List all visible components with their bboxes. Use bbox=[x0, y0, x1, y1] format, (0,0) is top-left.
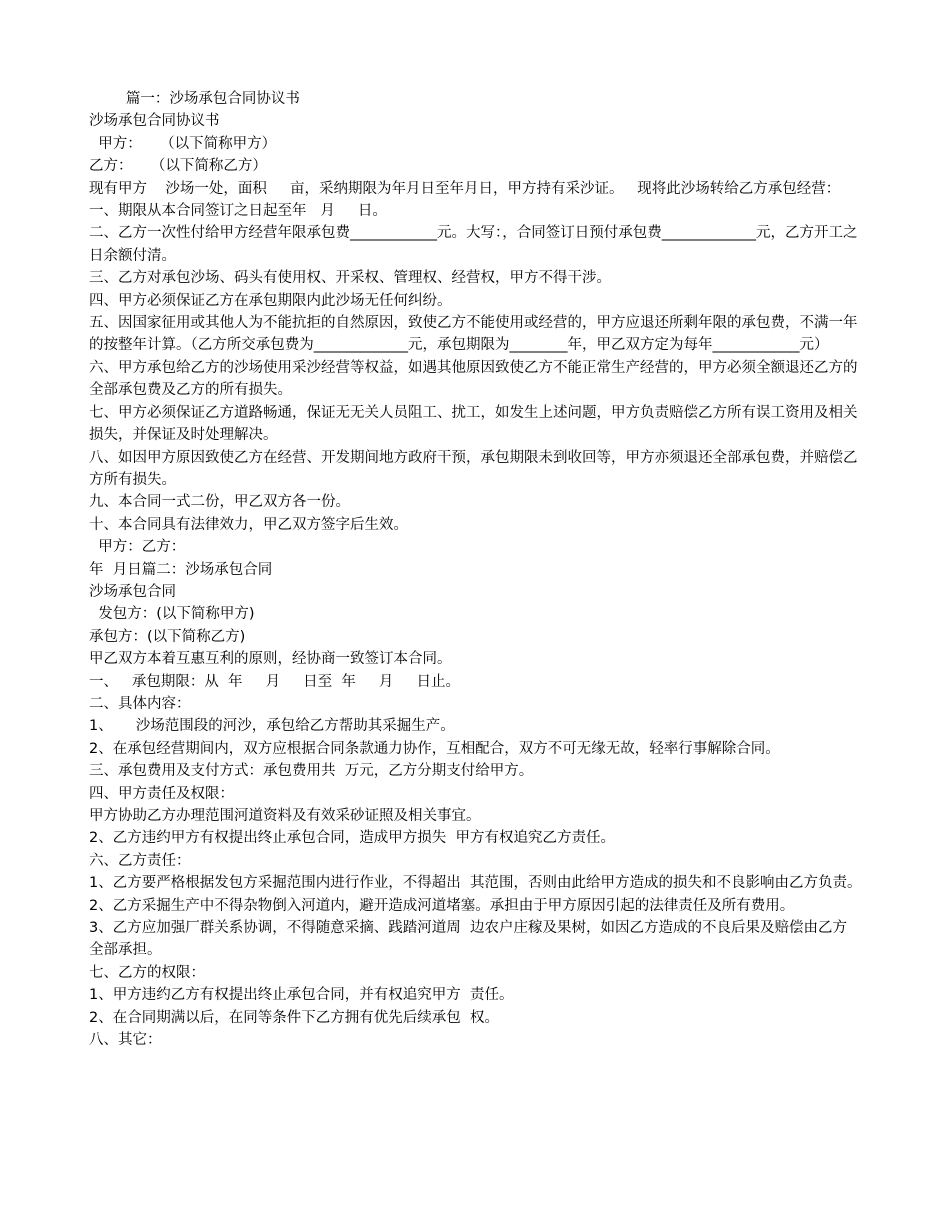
other-heading: 八、其它： bbox=[89, 1032, 162, 1049]
clause-3: 三、乙方对承包沙场、码头有使用权、开采权、管理权、经营权，甲方不得干涉。 bbox=[89, 270, 611, 287]
clause-9: 九、本合同一式二份，甲乙双方各一份。 bbox=[89, 494, 350, 511]
content-item-2: 2、在承包经营期间内，双方应根据合同条款通力协作，互相配合，双方不可无缘无故，轻率行事解除合同。 bbox=[89, 740, 780, 757]
document-page bbox=[89, 88, 869, 1051]
party-a-duty-2: 2、乙方违约甲方有权提出终止承包合同，造成甲方损失 甲方有权追究乙方责任。 bbox=[89, 830, 615, 847]
party-a-duty-1: 甲方协助乙方办理范围河道资料及有效采砂证照及相关事宜。 bbox=[89, 808, 481, 824]
clause-5: 五、因国家征用或其他人为不能抗拒的自然原因，致使乙方不能使用或经营的，甲方应退还所剩年限的承包费，不满一年的按整年计算。（乙方所交承包费为_____________元，承包期限为________年，甲乙双方定为每年____________元） bbox=[89, 315, 858, 354]
content-item-1: 1、 沙场范围段的河沙，承包给乙方帮助其采掘生产。 bbox=[89, 718, 455, 735]
party-b-rights-2: 2、在合同期满以后，在同等条件下乙方拥有优先后续承包 权。 bbox=[89, 1009, 499, 1026]
party-b-duty-1: 1、乙方要严格根据发包方采掘范围内进行作业，不得超出 其范围，否则由此给甲方造成的损失和不良影响由乙方负责。 bbox=[89, 875, 862, 892]
party-b-duty-2: 2、乙方采掘生产中不得杂物倒入河道内，避开造成河道堵塞。承担由于甲方原因引起的法律责任及所有费用。 bbox=[89, 897, 795, 914]
clause-10: 十、本合同具有法律效力，甲乙双方签字后生效。 bbox=[89, 516, 408, 533]
contractor-line: 承包方：(以下简称乙方) bbox=[89, 628, 246, 645]
principle-line: 甲乙双方本着互惠互利的原则，经协商一致签订本合同。 bbox=[89, 651, 452, 668]
clause-8: 八、如因甲方原因致使乙方在经营、开发期间地方政府干预，承包期限未到收回等，甲方亦须退还全部承包费，并赔偿乙方所有损失。 bbox=[89, 449, 858, 488]
party-a-line: 甲方： （以下简称甲方） bbox=[89, 135, 277, 152]
preamble: 现有甲方 沙场一处，面积 亩，采纳期限为年月日至年月日，甲方持有采沙证。 现将此沙场转给乙方承包经营： bbox=[89, 180, 841, 197]
clause-6: 六、甲方承包给乙方的沙场使用采沙经营等权益，如遇其他原因致使乙方不能正常生产经营的，甲方必须全额退还乙方的全部承包费及乙方的所有损失。 bbox=[89, 359, 858, 399]
party-b-duty-3: 3、乙方应加强厂群关系协调，不得随意采摘、践踏河道周 边农户庄稼及果树，如因乙方造成的不良后果及赔偿由乙方 全部承担。 bbox=[89, 920, 857, 959]
signature-line: 甲方：乙方： bbox=[89, 539, 186, 556]
clause-4: 四、甲方必须保证乙方在承包期限内此沙场无任何纠纷。 bbox=[89, 292, 452, 309]
contract-2-title: 沙场承包合同 bbox=[89, 583, 176, 600]
clause-2: 二、乙方一次性付给甲方经营年限承包费____________元。大写：，合同签订日预付承包费_____________元，乙方开工之日余额付清。 bbox=[89, 225, 858, 264]
term-clause: 一、 承包期限：从 年 月 日至 年 月 日止。 bbox=[89, 673, 460, 690]
section-heading: 篇一：沙场承包合同协议书 bbox=[89, 91, 300, 107]
party-a-duty-heading: 四、甲方责任及权限： bbox=[89, 785, 234, 802]
clause-7: 七、甲方必须保证乙方道路畅通，保证无无关人员阻工、扰工，如发生上述问题，甲方负责赔偿乙方所有误工资用及相关损失，并保证及时处理解决。 bbox=[89, 404, 858, 444]
issuer-line: 发包方：(以下简称甲方) bbox=[89, 606, 255, 623]
date-and-section-2-heading: 年 月日篇二：沙场承包合同 bbox=[89, 561, 273, 578]
fee-clause: 三、承包费用及支付方式：承包费用共 万元，乙方分期支付给甲方。 bbox=[89, 763, 534, 780]
party-b-line: 乙方： （以下简称乙方） bbox=[89, 158, 267, 175]
party-b-duty-heading: 六、乙方责任： bbox=[89, 852, 191, 869]
party-b-rights-1: 1、甲方违约乙方有权提出终止承包合同，并有权追究甲方 责任。 bbox=[89, 987, 514, 1004]
content-heading: 二、具体内容： bbox=[89, 695, 191, 712]
party-b-rights-heading: 七、乙方的权限： bbox=[89, 964, 205, 981]
contract-title: 沙场承包合同协议书 bbox=[89, 113, 220, 130]
clause-1: 一、期限从本合同签订之日起至年 月 日。 bbox=[89, 203, 387, 220]
